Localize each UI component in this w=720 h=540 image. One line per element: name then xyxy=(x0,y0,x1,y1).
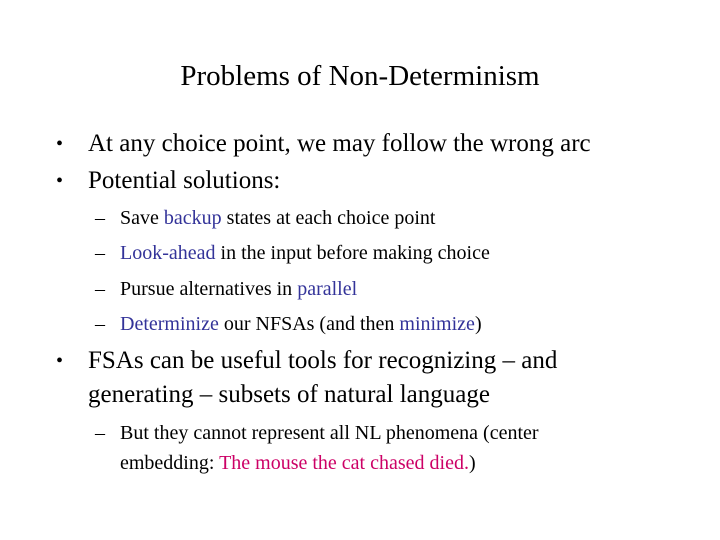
bullet-text: At any choice point, we may follow the wrong arc xyxy=(88,130,591,157)
slide-title: Problems of Non-Determinism xyxy=(180,60,540,92)
subitem-text: ) xyxy=(468,452,476,474)
example-sentence: The mouse the cat chased died. xyxy=(219,452,469,474)
subitem-text: states at each choice point xyxy=(221,207,436,229)
subitem-text: Save xyxy=(120,207,164,229)
bullet-icon: • xyxy=(56,350,64,372)
subitem-text: in the input before making choice xyxy=(215,242,490,264)
subitem-text: Pursue alternatives in xyxy=(120,278,298,300)
highlight-term: backup xyxy=(163,207,222,229)
dash-icon: – xyxy=(95,278,105,300)
dash-icon: – xyxy=(95,313,105,335)
highlight-term: parallel xyxy=(297,278,358,300)
bullet-text: Potential solutions: xyxy=(88,167,281,194)
subitem-text: our NFSAs (and then xyxy=(218,313,400,335)
subitem-text: embedding: xyxy=(120,452,220,474)
dash-icon: – xyxy=(95,422,105,444)
subitem-text: ) xyxy=(474,313,482,335)
bullet-icon: • xyxy=(56,133,64,155)
highlight-term: Determinize xyxy=(120,313,219,335)
dash-icon: – xyxy=(95,207,105,229)
highlight-term: Look-ahead xyxy=(120,242,216,264)
subitem-text-line1: But they cannot represent all NL phenomena (center xyxy=(120,422,539,444)
dash-icon: – xyxy=(95,242,105,264)
highlight-term: minimize xyxy=(399,313,475,335)
bullet-text-line2: generating – subsets of natural language xyxy=(88,381,490,408)
bullet-icon: • xyxy=(56,170,64,192)
bullet-text-line1: FSAs can be useful tools for recognizing – and xyxy=(88,347,558,374)
